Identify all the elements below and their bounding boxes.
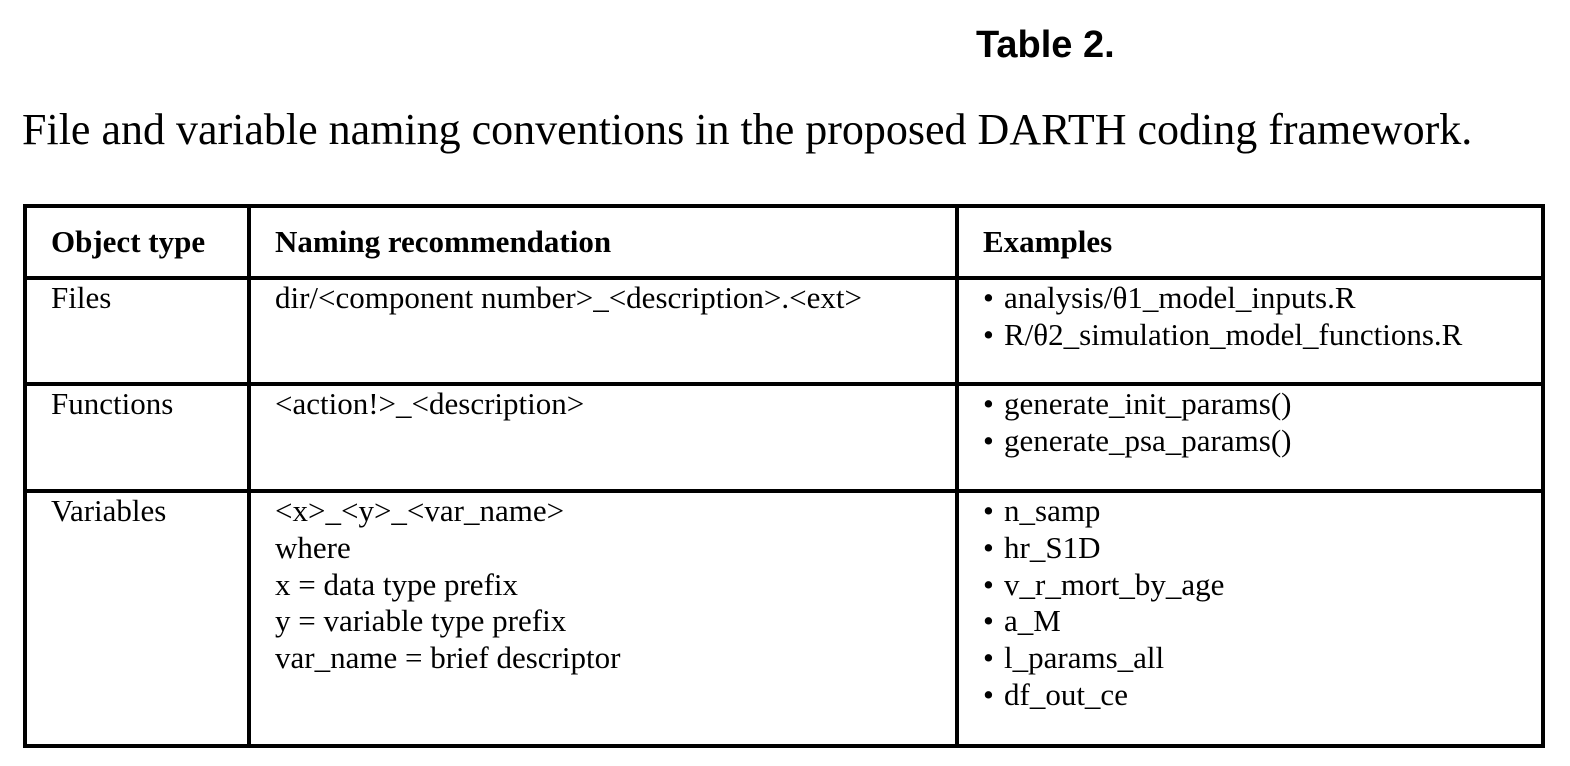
recommendation-line: where: [275, 529, 351, 565]
examples-list: [983, 280, 1531, 354]
recommendation-line: y = variable type prefix: [275, 603, 567, 639]
example-item: • v_r_mort_by_age: [983, 567, 1531, 604]
naming-conventions-table: [23, 204, 1545, 748]
example-item: • analysis/θ1_model_inputs.R: [983, 280, 1531, 317]
recommendation-line: <x>_<y>_<var_name>: [275, 493, 565, 528]
example-item: • a_M: [983, 603, 1531, 640]
cell-object-type: Variables: [25, 491, 249, 746]
table-number: Table 2.: [976, 24, 1115, 66]
cell-examples: [957, 491, 1543, 746]
table-row-variables: [25, 491, 1543, 746]
header-row: [25, 206, 1543, 278]
cell-examples: [957, 384, 1543, 491]
table-caption: File and variable naming conventions in the proposed DARTH coding framework.: [22, 105, 1473, 154]
example-item: • R/θ2_simulation_model_functions.R: [983, 317, 1531, 354]
example-item: • hr_S1D: [983, 530, 1531, 567]
examples-list: [983, 386, 1531, 460]
recommendation-line: <action!>_<description>: [275, 386, 585, 421]
cell-recommendation: [249, 384, 957, 491]
example-item: • generate_psa_params(): [983, 423, 1531, 460]
example-item: • n_samp: [983, 493, 1531, 530]
examples-list: [983, 493, 1531, 714]
recommendation-line: x = data type prefix: [275, 566, 519, 602]
header-examples: Examples: [957, 206, 1543, 278]
example-item: • generate_init_params(): [983, 386, 1531, 423]
cell-object-type: Files: [25, 278, 249, 384]
header-naming-recommendation: Naming recommendation: [249, 206, 957, 278]
example-item: • l_params_all: [983, 640, 1531, 677]
recommendation-line: dir/<component number>_<description>.<ext>: [275, 280, 863, 315]
cell-object-type: Functions: [25, 384, 249, 491]
cell-recommendation: [249, 278, 957, 384]
table-row-functions: [25, 384, 1543, 491]
cell-examples: [957, 278, 1543, 384]
example-item: • df_out_ce: [983, 677, 1531, 714]
cell-recommendation: [249, 491, 957, 746]
header-object-type: Object type: [25, 206, 249, 278]
table-row-files: [25, 278, 1543, 384]
recommendation-line: var_name = brief descriptor: [275, 640, 621, 676]
